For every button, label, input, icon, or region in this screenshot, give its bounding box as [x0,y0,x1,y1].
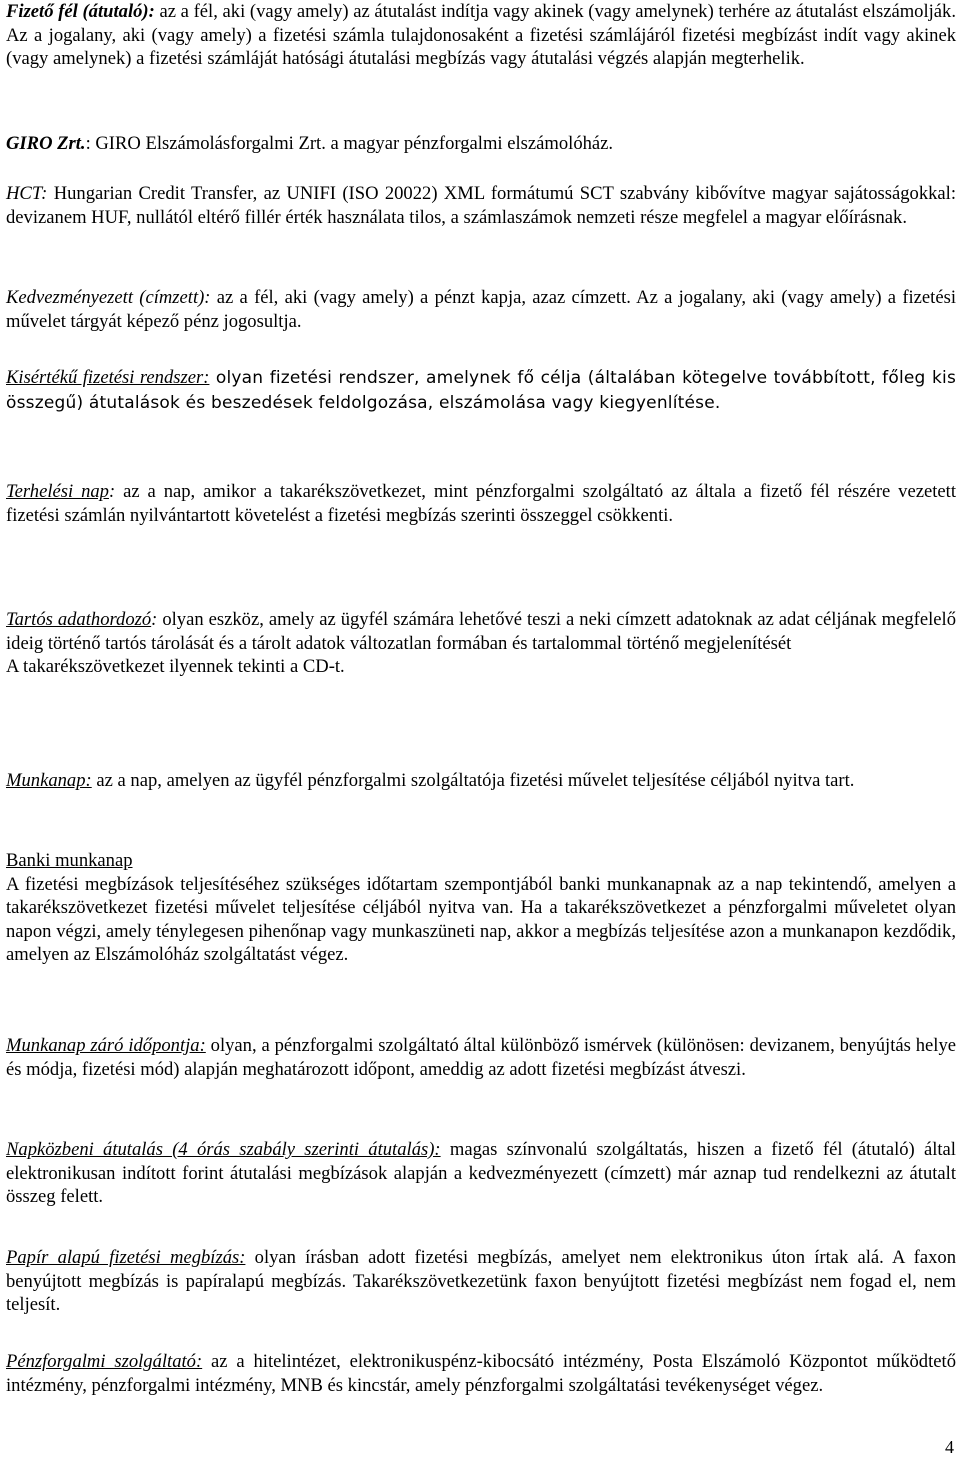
definition-text: az a fél, aki (vagy amely) az átutalást indítja vagy akinek (vagy amelynek) terhére az átutalást elszámolják. Az a jogalany, aki (vagy amely) a fizetési számla tulajdonosaként a fizetési számlájáról fizetési megbízást indít vagy akinek (vagy amelynek) a fizetési számláját hatósági átutalási megbízás vagy átutalási végzés alapján megterhelik. [6,1,956,70]
term-kiserteku: Kisértékű fizetési rendszer: [6,367,210,388]
definition-note: A takarékszövetkezet ilyennek tekinti a CD-t. [6,656,345,678]
definition-text: olyan, a pénzforgalmi szolgáltató által különböző ismérvek (különösen: devizanem, benyújtás helye és módja, fizetési mód) alapján meghatározott időpont, ameddig az adott fizetési megbízást átveszi. [6,1035,956,1080]
definition-penzforgalmi-szolgaltato [6,1350,956,1397]
term-munkanap-zaro: Munkanap záró időpontja: [6,1035,206,1056]
definition-text: az a nap, amelyen az ügyfél pénzforgalmi szolgáltatója fizetési művelet teljesítése céljából nyitva tart. [91,770,855,791]
term-giro: GIRO Zrt. [6,133,86,154]
term-fizeto-fel: Fizető fél (átutaló): [6,1,155,22]
definition-text: az a fél, aki (vagy amely) a pénzt kapja, azaz címzett. Az a jogalany, aki (vagy amely) a fizetési művelet tárgyát képező pénz jogosultja. [6,287,957,332]
definition-text: olyan eszköz, amely az ügyfél számára lehetővé teszi a neki címzett adatoknak az adat céljának megfelelő ideig történő tartós tárolását és a tárolt adatok változatlan formában és tartalommal történő megjelenítését [6,609,956,654]
heading-banki-munkanap: Banki munkanap [6,850,133,871]
definition-terhelesi-nap [6,480,956,527]
definition-hct [6,182,956,229]
definition-munkanap [6,769,956,793]
definition-text: az a nap, amikor a takarékszövetkezet, mint pénzforgalmi szolgáltató az általa a fizető fél részére vezetett fizetési számlán nyilvántartott követelést a fizetési megbízás szerinti összeggel csökkenti. [6,481,956,526]
definition-text: Hungarian Credit Transfer, az UNIFI (ISO 20022) XML formátumú SCT szabvány kibővítve magyar sajátosságokkal: devizanem HUF, nullától eltérő fillér érték használata tilos, a számlaszámok nemzeti része megfelel a magyar előírásnak. [6,183,956,228]
definition-text: A fizetési megbízások teljesítéséhez szükséges időtartam szempontjából banki munkanapnak az a nap tekintendő, amelyen a takarékszövetkezet fizetési művelet teljesítése céljából nyitva van. Ha a takarékszövetkezet a pénzforgalmi műveletet olyan napon végzi, amely ténylegesen pihenőnap vagy munkaszüneti nap, akkor a megbízás teljesítése azon a munkanapon kezdődik, amelyen az Elszámolóház szolgáltatást végez. [6,873,956,966]
term-munkanap: Munkanap: [6,770,92,791]
term-napkozbeni: Napközbeni átutalás (4 órás szabály szerinti átutalás): [6,1139,441,1160]
term-tartos-adathordozo: Tartós adathordozó [6,609,152,630]
definition-kedvezmenyezett [6,286,956,333]
term-terhelesi-nap: Terhelési nap [6,481,109,502]
definition-giro [6,132,956,156]
definition-text: olyan fizetési rendszer, amelynek fő célja (általában kötegelve továbbított, főleg kis összegű) átutalások és beszedések feldolgozása, elszámolása vagy kiegyenlítése. [6,368,957,413]
term-penzforgalmi-szolgaltato: Pénzforgalmi szolgáltató: [6,1351,203,1372]
page-number: 4 [945,1437,954,1457]
definition-text: GIRO Elszámolásforgalmi Zrt. a magyar pénzforgalmi elszámolóház. [90,133,614,154]
definition-tartos-adathordozo [6,608,956,679]
definition-text: olyan írásban adott fizetési megbízás, amelyet nem elektronikus úton írtak alá. A faxon benyújtott megbízás is papíralapú megbízás. Takarékszövetkezetünk faxon benyújtott fizetési megbízást nem fogad el, nem teljesít. [6,1247,956,1316]
definition-munkanap-zaro [6,1034,956,1081]
definition-fizeto-fel [6,0,956,71]
term-colon: : [151,609,158,630]
definition-text: az a hitelintézet, elektronikuspénz-kibocsátó intézmény, Posta Elszámoló Központot működtető intézmény, pénzforgalmi intézmény, MNB és kincstár, amely pénzforgalmi szolgáltatási tevékenységet végez. [6,1351,956,1396]
term-kedvezmenyezett: Kedvezményezett (címzett): [6,287,211,308]
definition-napkozbeni [6,1138,956,1209]
definition-text: magas színvonalú szolgáltatás, hiszen a fizető fél (átutaló) által elektronikusan indított forint átutalási megbízások alapján a kedvezményezett (címzett) már aznap tud rendelkezni az átutalt összeg felett. [6,1139,956,1208]
term-papir-alapu: Papír alapú fizetési megbízás: [6,1247,246,1268]
term-colon: : [85,133,91,154]
definition-banki-munkanap [6,849,956,967]
term-hct: HCT: [6,183,48,204]
definition-papir-alapu [6,1246,956,1317]
definition-kiserteku [6,366,956,415]
term-colon: : [108,481,116,502]
